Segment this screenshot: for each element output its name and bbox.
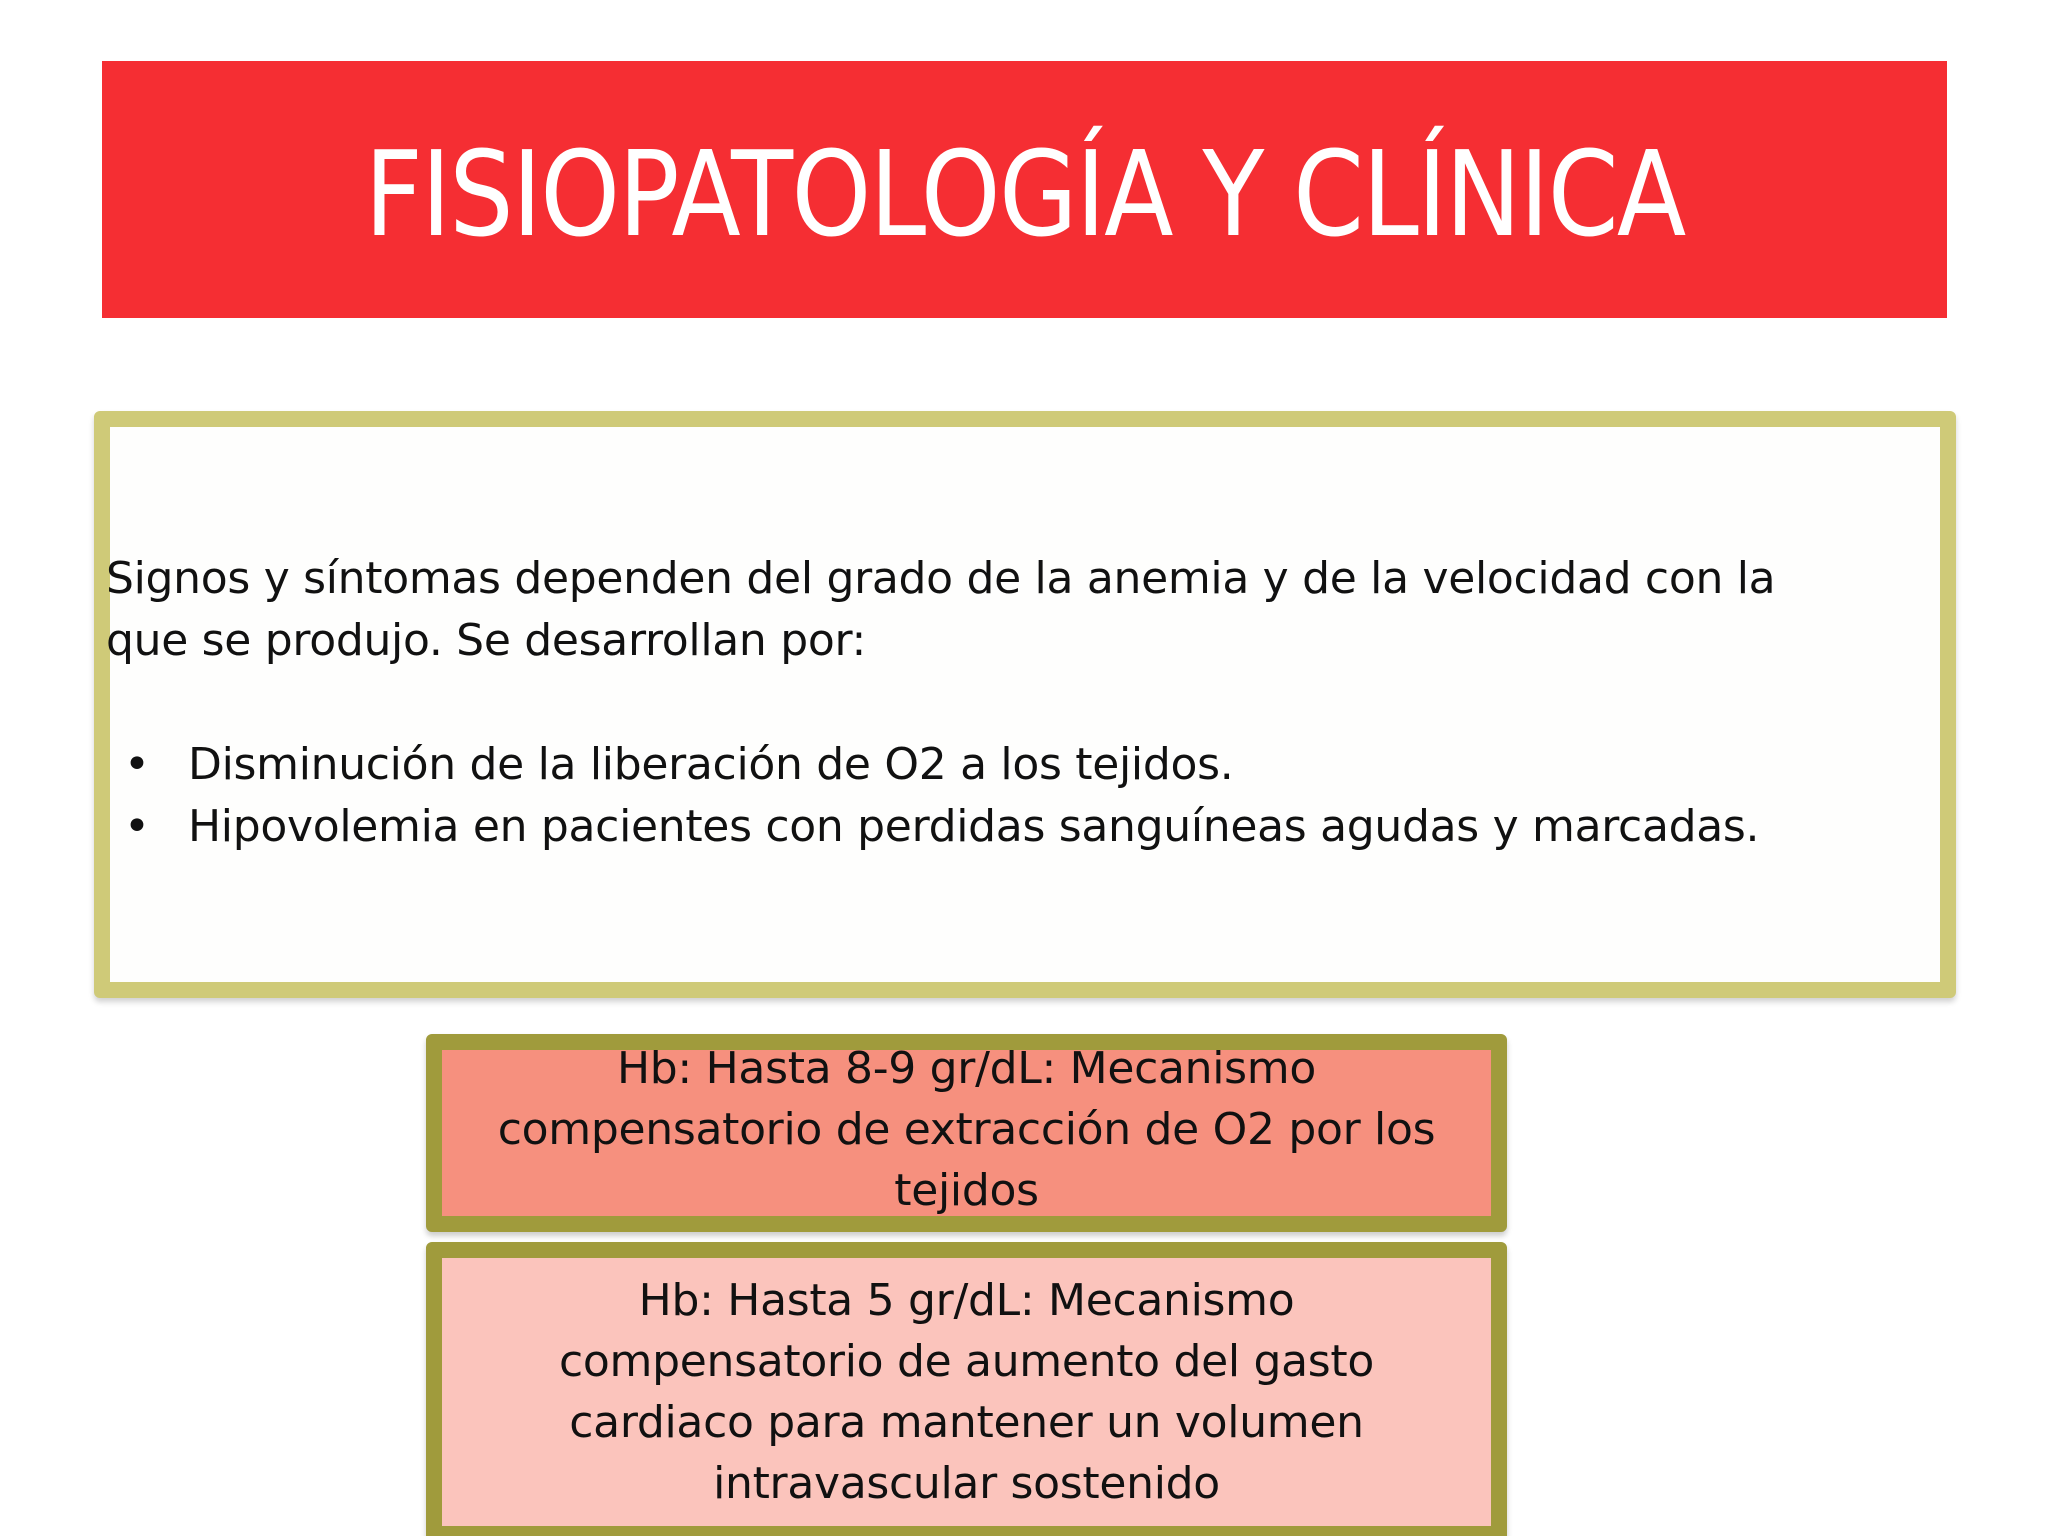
intro-line-2: que se produjo. Se desarrollan por: bbox=[106, 615, 866, 666]
hb-box-text bbox=[442, 1270, 1491, 1514]
bullet-text: Hipovolemia en pacientes con perdidas sanguíneas agudas y marcadas. bbox=[188, 801, 1760, 852]
hb-box-line: Hb: Hasta 5 gr/dL: Mecanismo bbox=[638, 1275, 1295, 1326]
info-content bbox=[106, 548, 1936, 858]
bullet-text: Disminución de la liberación de O2 a los tejidos. bbox=[188, 739, 1234, 790]
bullet-list bbox=[106, 734, 1936, 858]
hb-box-8-9 bbox=[426, 1034, 1507, 1232]
hb-box-5 bbox=[426, 1242, 1507, 1536]
hb-box-line: tejidos bbox=[894, 1165, 1039, 1216]
list-item bbox=[106, 796, 1936, 858]
hb-box-line: compensatorio de extracción de O2 por los bbox=[497, 1104, 1436, 1155]
bullet-icon: • bbox=[124, 739, 150, 790]
hb-box-line: intravascular sostenido bbox=[713, 1458, 1220, 1509]
hb-box-line: Hb: Hasta 8-9 gr/dL: Mecanismo bbox=[617, 1043, 1316, 1094]
hb-box-line: compensatorio de aumento del gasto bbox=[559, 1336, 1374, 1387]
hb-box-text bbox=[442, 1038, 1491, 1221]
list-item bbox=[106, 734, 1936, 796]
hb-box-line: cardiaco para mantener un volumen bbox=[569, 1397, 1364, 1448]
intro-line-1: Signos y síntomas dependen del grado de la anemia y de la velocidad con la bbox=[106, 553, 1776, 604]
title-bar bbox=[102, 61, 1947, 318]
slide-title: FISIOPATOLOGÍA Y CLÍNICA bbox=[364, 124, 1685, 263]
bullet-icon: • bbox=[124, 801, 150, 852]
